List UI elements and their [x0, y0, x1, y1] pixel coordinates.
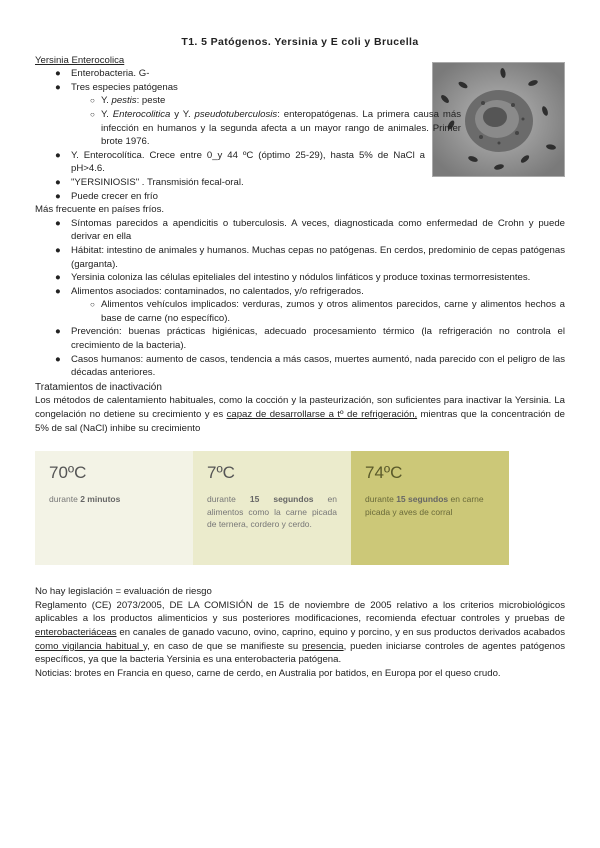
temperature-value: 7ºC [207, 463, 235, 483]
list-item: ● Puede crecer en frío [55, 190, 158, 202]
document-page [35, 36, 565, 680]
list-item: ● "YERSINIOSIS" . Transmisión fecal-oral. [55, 176, 244, 188]
list-item: ● Tres especies patógenas [55, 81, 178, 93]
section-heading: Yersinia Enterocolica [35, 54, 125, 66]
document-title: T1. 5 Patógenos. Yersinia y E coli y Brucella [181, 36, 419, 48]
list-item: ○ Y. Enterocolitica y Y. pseudotuberculosis: enteropatógenas. La primera causa más infección en humanos y la segunda afecta a un mayor rango de animales. Primer brote 1976. [90, 108, 462, 148]
list-item: ● Prevención: buenas prácticas higiénicas, adecuado procesamiento térmico (la refrigeración no controla el crecimiento de la bacteria). [55, 326, 565, 352]
list-item: ● Enterobacteria. G- [55, 68, 150, 80]
temperature-detail: durante 2 minutos [49, 494, 121, 505]
temperature-value: 74ºC [365, 463, 403, 483]
temperature-cell-7 [193, 451, 351, 565]
bullet-list-2 [35, 217, 565, 380]
news-paragraph: Noticias: brotes en Francia en queso, carne de cerdo, en Australia por batidos, en Europa por el queso crudo. [35, 667, 501, 679]
list-item: ○ Y. pestis: peste [90, 95, 166, 107]
temperature-detail: durante 15 segundos en alimentos como la carne picada de ternera, cordero y cerdo. [207, 494, 337, 530]
temperature-cell-74 [351, 451, 509, 565]
legislation-note: No hay legislación = evaluación de riesgo [35, 586, 212, 598]
list-item: ● Hábitat: intestino de animales y humanos. Muchas cepas no patógenas. En cerdos, predominio de cepas patógenas (garganta). [55, 244, 565, 270]
regulation-paragraph: Reglamento (CE) 2073/2005, DE LA COMISIÓN de 15 de noviembre de 2005 relativo a los criterios microbiológicos aplicables a los productos alimenticios y sus posteriores modificaciones, recomienda efectuar controles y pruebas de enterobacteriáceas en canales de ganado vacuno, ovino, caprino, equino y porcino, y en sus productos derivados acabados como vigilancia habitual y, en caso de que se manifieste su presencia, pueden iniciarse controles de agentes patógenos específicos, ya que la bacteria Yersinia es una enterobacteria patógena. [35, 599, 565, 666]
temperature-detail: durante 15 segundos en carne picada y aves de corral [365, 494, 484, 517]
list-item: ● Casos humanos: aumento de casos, tendencia a más casos, muertes aumentó, nada parecido con el peligro de las décadas anteriores. [55, 353, 565, 379]
list-item: ● Y. Enterocolítica. Crece entre 0_y 44 ºC (óptimo 25-29), hasta 5% de NaCl a pH>4.6. [55, 149, 425, 175]
paragraph: Más frecuente en países fríos. [35, 204, 165, 216]
temperature-table [35, 451, 509, 565]
list-item: ○ Alimentos vehículos implicados: verduras, zumos y otros alimentos parecidos, carne y alimentos hechos a base de carne (no específico). [90, 299, 565, 324]
list-item: ● Síntomas parecidos a apendicitis o tuberculosis. A veces, diagnosticada como enfermedad de Crohn y puede derivar en ella [55, 217, 565, 243]
list-item: ● Yersinia coloniza las células epiteliales del intestino y nódulos linfáticos y produce toxinas termorresistentes. [55, 272, 531, 284]
temperature-value: 70ºC [49, 463, 87, 483]
inactivation-paragraph: Los métodos de calentamiento habituales, como la cocción y la pasteurización, son suficientes para inactivar la Yersinia. La congelación no detiene su crecimiento y es capaz de desarrollarse a tº de refrigeración, mientras que la concentración de 5% de sal (NaCl) inhibe su crecimiento [35, 395, 565, 434]
temperature-cell-70 [35, 451, 193, 565]
subsection-heading: Tratamientos de inactivación [35, 381, 162, 393]
list-item: ● Alimentos asociados: contaminados, no calentados, y/o refrigerados. [55, 285, 364, 297]
